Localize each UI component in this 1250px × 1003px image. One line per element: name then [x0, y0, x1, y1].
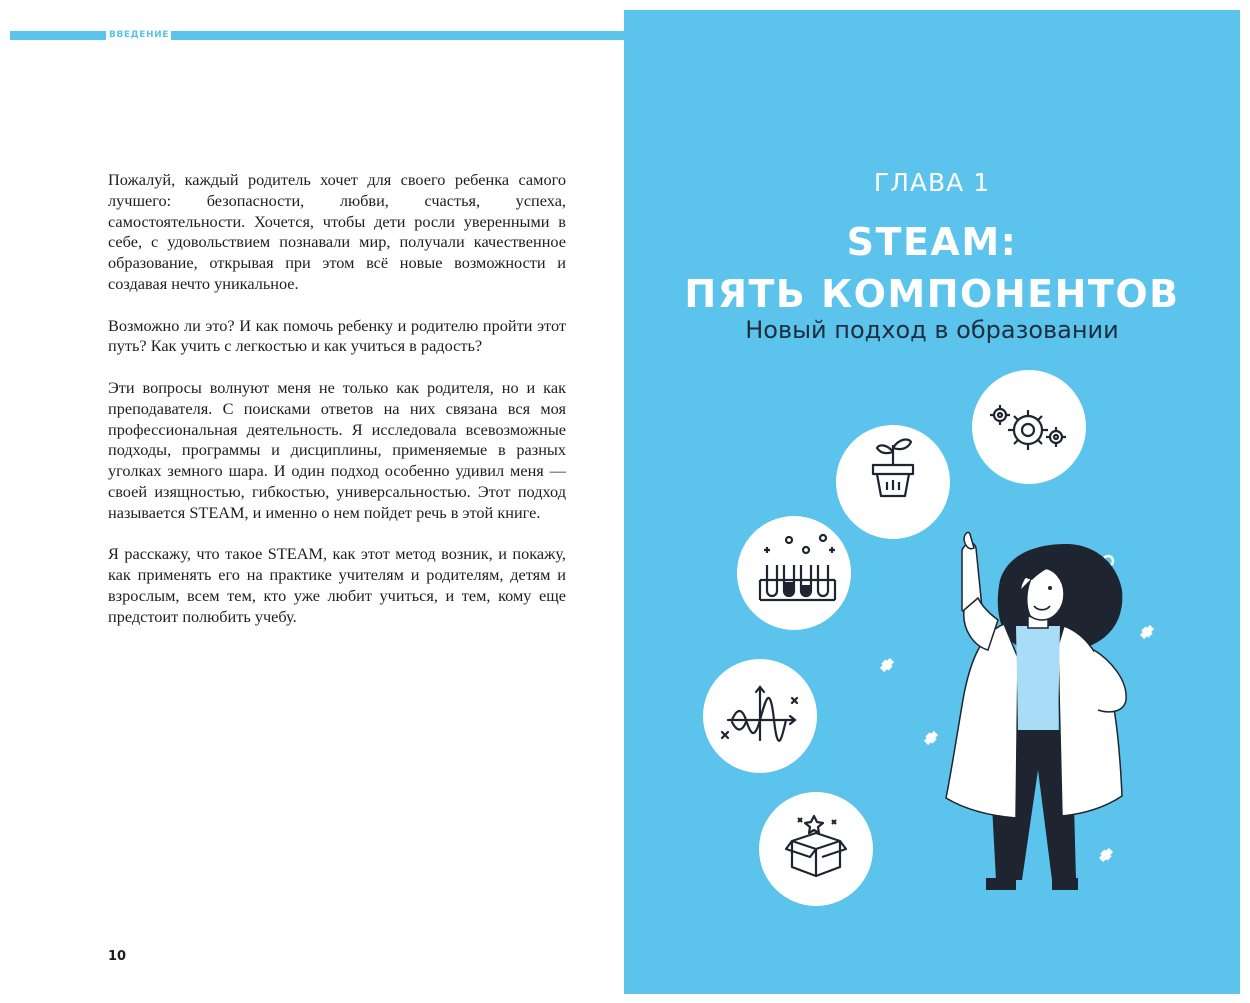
chapter-label: ГЛАВА 1 [873, 168, 991, 197]
chapter-title-line-2: ПЯТЬ КОМПОНЕНТОВ [684, 272, 1180, 316]
wave-graph-icon [703, 659, 817, 773]
test-tubes-icon [737, 516, 851, 630]
page-number: 10 [108, 949, 127, 964]
body-text [108, 170, 566, 648]
chapter-subtitle: Новый подход в образовании [745, 316, 1119, 344]
header-rule-right [171, 31, 625, 40]
scientist-figure [946, 532, 1126, 890]
paragraph-2: Возможно ли это? И как помочь ребенку и родителю пройти этот путь? Как учить с легкостью и как учиться в радость? [108, 315, 566, 356]
paragraph-4: Я расскажу, что такое STEAM, как этот метод возник, и покажу, как применять его на практике учителям и родителям, детям и взрослым, всем тем, кто уже любит учиться, и тем, кому еще предстоит полюбить учебу. [108, 544, 566, 626]
chapter-title-line-1: STEAM: [846, 220, 1018, 264]
chapter-panel [624, 10, 1240, 994]
header-rule-left [10, 31, 106, 40]
gears-icon [972, 370, 1086, 484]
scientist-illustration [624, 10, 1240, 994]
paragraph-3: Эти вопросы волнуют меня не только как родителя, но и как преподавателя. С поисками ответов на них связана вся моя профессиональная деятельность. Я исследовала всевозможные подходы, программы и дисциплины, применяемые в разных уголках земного шара. И один подход особенно удивил меня — своей изящностью, гибкостью, универсальностью. Этот подход называется STEAM, и именно о нем пойдет речь в этой книге. [108, 377, 566, 522]
plant-pot-icon [836, 425, 950, 539]
magic-box-icon [759, 792, 873, 906]
section-tag: ВВЕДЕНИЕ [109, 30, 170, 40]
paragraph-1: Пожалуй, каждый родитель хочет для своего ребенка самого лучшего: безопасности, любви, счастья, успеха, самостоятельности. Хочется, чтобы дети росли уверенными в себе, с удовольствием познавали мир, получали качественное образование, открывая при этом всё новые возможности и создавая нечто уникальное. [108, 170, 566, 293]
